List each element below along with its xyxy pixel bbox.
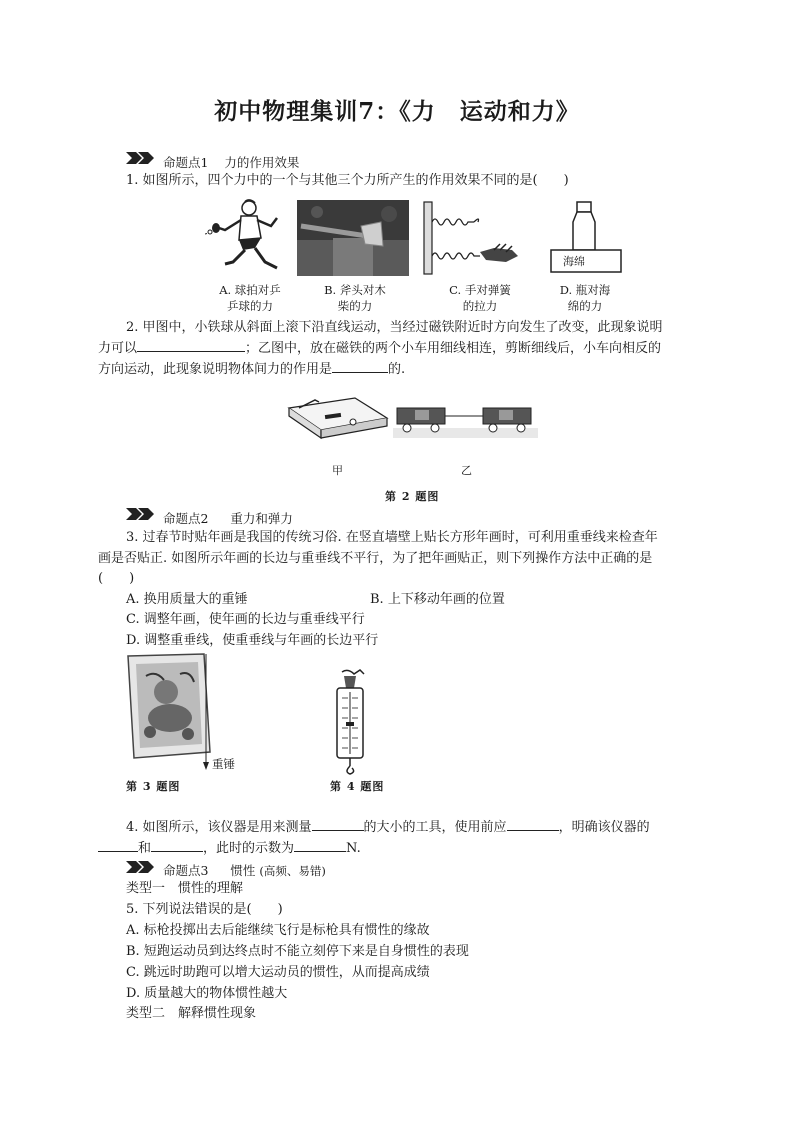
caption-d: D. 瓶对海 绵的力: [559, 283, 611, 313]
sponge-label: 海绵: [563, 255, 585, 268]
section-3-tag: (高频、易错): [259, 864, 326, 878]
weight-label: 重锤: [212, 757, 235, 771]
q4-blank-5[interactable]: [294, 839, 346, 852]
section-2-header: 命题点2 重力和弹力: [163, 511, 293, 526]
q3-option-d[interactable]: D. 调整重垂线，使重垂线与年画的长边平行: [126, 633, 379, 648]
figure-2-yi-magnet-carts: [393, 398, 538, 446]
fig2-label-yi: 乙: [461, 464, 472, 477]
q3-option-b[interactable]: B. 上下移动年画的位置: [370, 592, 505, 607]
q5-option-d[interactable]: D. 质量越大的物体惯性越大: [126, 986, 288, 1001]
q5-stem: 5. 下列说法错误的是( ): [126, 902, 283, 917]
figure-2-jia-incline-magnet: [285, 388, 390, 446]
section-arrow-icon: [126, 507, 156, 521]
q2-line1: 2. 甲图中，小铁球从斜面上滚下沿直线运动，当经过磁铁附近时方向发生了改变，此现象说明: [126, 320, 663, 335]
q4-line1: 4. 如图所示，该仪器是用来测量 的大小的工具，使用前应 ，明确该仪器的: [126, 820, 650, 835]
caption-c: C. 手对弹簧 的拉力: [449, 283, 511, 313]
caption-a: A. 球拍对乒 乒球的力: [219, 283, 281, 313]
q2-line2: 力可以 ；乙图中，放在磁铁的两个小车用细线相连，剪断细线后，小车向相反的: [98, 341, 662, 356]
section-arrow-icon: [126, 151, 156, 165]
figure-d-bottle-on-sponge: [547, 200, 629, 276]
q2-blank-1[interactable]: [137, 339, 245, 352]
figure-4-spring-scale: [328, 668, 378, 776]
q5-option-c[interactable]: C. 跳远时助跑可以增大运动员的惯性，从而提高成绩: [126, 965, 430, 980]
figure-b-axe-photo: [297, 200, 409, 276]
q3-option-a[interactable]: A. 换用质量大的重锤: [126, 592, 248, 607]
q2-line3: 方向运动，此现象说明物体间力的作用是 的.: [98, 362, 406, 377]
q3-option-c[interactable]: C. 调整年画，使年画的长边与重垂线平行: [126, 612, 365, 627]
fig4-caption: 第 4 题图: [330, 780, 385, 793]
section-1-header: [163, 153, 299, 171]
figure-a-table-tennis-player: [205, 198, 285, 280]
section-3-header: 命题点3 惯性 (高频、易错): [163, 863, 326, 878]
q1-stem: 1. 如图所示，四个力中的一个与其他三个力所产生的作用效果不同的是( ): [126, 173, 569, 188]
q4-blank-1[interactable]: [312, 818, 364, 831]
caption-b: B. 斧头对木 柴的力: [324, 283, 386, 313]
section-1-label: 命题点1: [163, 155, 209, 170]
section-arrow-icon: [126, 860, 156, 874]
q4-blank-2[interactable]: [507, 818, 559, 831]
page-title: 初中物理集训7：《力 运动和力》: [214, 98, 580, 125]
figure-3-new-year-painting: [120, 652, 220, 772]
q3-line2: 画是否贴正. 如图所示年画的长边与重垂线不平行，为了把年画贴正，则下列操作方法中正确的是: [98, 551, 653, 566]
q4-blank-4[interactable]: [151, 839, 203, 852]
q2-blank-2[interactable]: [332, 360, 388, 373]
figure-c-spring-pulled-by-hand: [420, 200, 525, 276]
q4-blank-3[interactable]: [98, 839, 138, 852]
fig2-label-jia: 甲: [332, 464, 343, 477]
q5-option-b[interactable]: B. 短跑运动员到达终点时不能立刻停下来是自身惯性的表现: [126, 944, 469, 959]
q4-line2: 和 ，此时的示数为 N.: [98, 839, 361, 859]
q3-line3: ( ): [98, 571, 135, 586]
section-1-name: 力的作用效果: [224, 155, 300, 170]
q3-line1: 3. 过春节时贴年画是我国的传统习俗. 在竖直墙壁上贴长方形年画时，可利用重垂线来检查年: [126, 530, 658, 545]
fig2-caption: 第 2 题图: [385, 490, 440, 503]
q5-option-a[interactable]: A. 标枪投掷出去后能继续飞行是标枪具有惯性的缘故: [126, 923, 430, 938]
q5-type-2: 类型二 解释惯性现象: [126, 1006, 257, 1021]
fig3-caption: 第 3 题图: [126, 780, 181, 793]
q5-type-1: 类型一 惯性的理解: [126, 881, 244, 896]
